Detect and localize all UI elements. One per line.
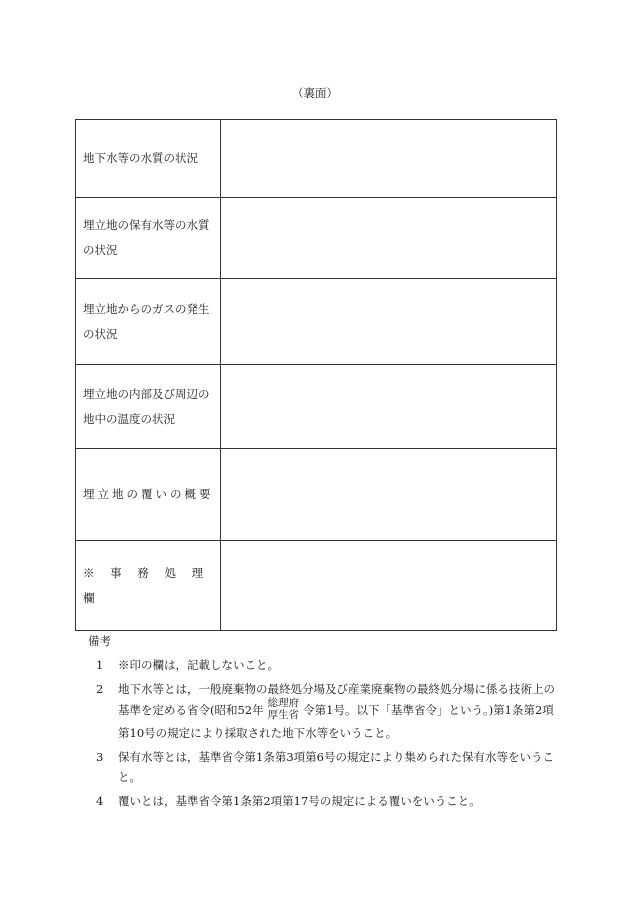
ministry-fraction [268, 697, 300, 721]
notes-heading: 備考 [88, 634, 111, 648]
table-row [76, 541, 557, 631]
row-value-groundwater[interactable] [221, 120, 557, 198]
fraction-bottom: 厚生省 [267, 709, 300, 721]
table-row [76, 365, 557, 449]
note-number: 1 [96, 658, 104, 672]
note-text-part: 令第1号。以下「基準省令」という。)第1条第2項第10号の規定により採取された地下水等をいうこと。 [118, 703, 554, 740]
note-number: 4 [96, 794, 104, 808]
row-value-temperature[interactable] [221, 365, 557, 449]
note-item [88, 679, 558, 743]
row-value-retained-water[interactable] [221, 198, 557, 279]
row-label-cover: 埋立地の覆いの概要 [76, 449, 221, 541]
note-item [88, 791, 558, 811]
row-value-office-use [221, 541, 557, 631]
notes-section [88, 631, 558, 811]
note-text-part: 地下水等とは，一般廃棄物の最終処分場及び産業廃棄物の最終処分場に係る技術上の基準を定める省令(昭和52年 [118, 682, 555, 717]
row-value-gas[interactable] [221, 279, 557, 365]
note-number: 3 [96, 750, 104, 764]
row-label-groundwater: 地下水等の水質の状況 [76, 120, 221, 198]
note-text: 覆いとは，基準省令第1条第2項第17号の規定による覆いをいうこと。 [118, 794, 481, 808]
page-title: （裏面） [292, 86, 338, 100]
row-value-cover[interactable] [221, 449, 557, 541]
note-text: 保有水等とは，基準省令第1条第3項第6号の規定により集められた保有水等をいうこと。 [118, 750, 554, 784]
note-number: 2 [96, 682, 104, 696]
row-label-retained-water: 埋立地の保有水等の水質の状況 [76, 198, 221, 279]
row-label-office-use: ※ 事 務 処 理 欄 [76, 541, 221, 631]
row-label-gas: 埋立地からのガスの発生の状況 [76, 279, 221, 365]
table-row [76, 198, 557, 279]
note-item [88, 655, 558, 675]
table-row [76, 279, 557, 365]
row-label-temperature: 埋立地の内部及び周辺の地中の温度の状況 [76, 365, 221, 449]
report-table [75, 119, 557, 631]
note-text: ※印の欄は，記載しないこと。 [118, 658, 279, 672]
note-text [118, 679, 558, 743]
table-row [76, 120, 557, 198]
note-item [88, 747, 558, 787]
table-row [76, 449, 557, 541]
fraction-top: 総理府 [267, 697, 300, 709]
